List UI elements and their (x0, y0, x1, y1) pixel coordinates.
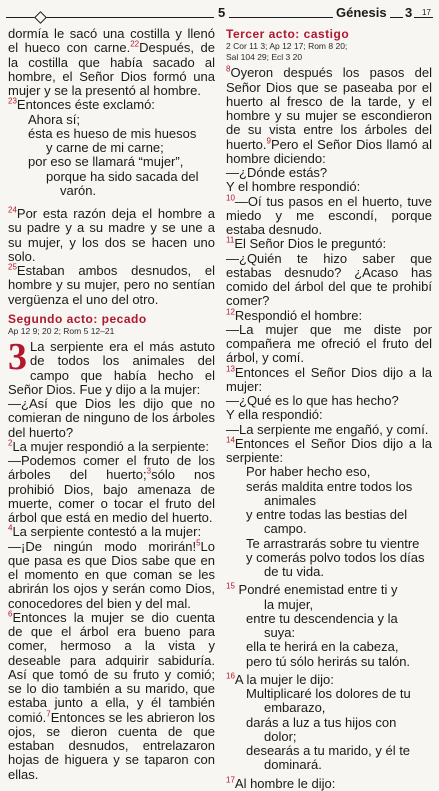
paragraph: $^{12}$Respondió el hombre: (226, 307, 363, 323)
paragraph: —La mujer que me diste por compañera me ofreció el fruto del árbol, y comí. (226, 321, 432, 366)
paragraph: 3 La serpiente era el más astuto de todos los animales del campo que había hecho el Señor Dios. Fue y dijo a la mujer: (8, 336, 215, 397)
poem-line: animales (264, 492, 317, 508)
verse-number: 4 (8, 523, 13, 533)
verse-number: 25 (8, 262, 17, 272)
poem-line: y comerás polvo todos los días (246, 549, 425, 565)
verse-number: 9 (266, 136, 271, 146)
poem-line: dolor; (264, 728, 297, 744)
section-reference: Sal 104 29; Ecl 3 20 (226, 52, 303, 63)
diamond-ornament-icon (34, 11, 47, 24)
book-name: Génesis (333, 5, 390, 20)
paragraph: $^{10}$—Oí tus pasos en el huerto, tuve miedo y me escondí, porque estaba desnudo. (226, 193, 432, 237)
paragraph: $^4$La serpiente contestó a la mujer: (8, 523, 202, 540)
paragraph: $^8$Oyeron después los pasos del Señor Dios que se paseaba por el huerto al fresco de la tarde, y el hombre y su mujer se escondieron de su vista entre los árboles del huerto.$^9$Pero el Señor Dios llamó al hombre diciendo: (226, 64, 432, 166)
poem-line: porque ha sido sacada del (46, 168, 199, 184)
paragraph: —La serpiente me engañó, y comí. (226, 421, 429, 437)
page-number: 5 (214, 5, 229, 20)
poem-line: pero tú sólo herirás su talón. (246, 653, 411, 669)
verse-number: 22 (130, 39, 140, 49)
poem-line: Por haber hecho eso, (246, 464, 371, 480)
paragraph: $^{14}$Entonces el Señor Dios dijo a la serpiente: (226, 435, 432, 465)
paragraph: $^{11}$El Señor Dios le preguntó: (226, 235, 387, 252)
poem-line: y carne de mi carne; (46, 140, 164, 155)
poem-line: serás maldita entre todos los (246, 478, 413, 494)
poem-line: Te arrastrarás sobre tu vientre (246, 535, 420, 551)
right-column (226, 27, 432, 791)
section-title: Segundo acto: pecado (8, 311, 147, 326)
verse-number: 24 (8, 205, 17, 215)
poem-line: campo. (264, 521, 307, 537)
poem-line: la mujer, (264, 596, 314, 612)
poem-line: ésta es hueso de mis huesos (28, 125, 197, 141)
verse-number: 11 (226, 235, 235, 245)
poem-line: varón. (60, 182, 97, 198)
paragraph: dormía le sacó una costilla y llenó el hueco con carne.$^{22}$Después, de la costilla que había sacado al hombre, el Señor Dios formó una mujer y se la presentó al hombre. (8, 26, 215, 98)
paragraph: —Podemos comer el fruto de los árboles del huerto;$^3$sólo nos prohibió Dios, bajo amenaza de muerte, comer o tocar el fruto del árbol que está en medio del huerto. (8, 453, 215, 525)
paragraph: Y el hombre respondió: (226, 179, 361, 195)
verse-number: 16 (226, 671, 235, 681)
paragraph: —¿Así que Dios les dijo que no comieran de ninguno de los árboles del huerto? (8, 396, 215, 440)
verse-number: 17 (226, 775, 235, 785)
poem-line: Multiplicaré los dolores de tu (246, 686, 411, 701)
verse-number: 7 (46, 709, 51, 719)
verse-number: 5 (196, 538, 201, 548)
verse-number: 6 (8, 609, 13, 619)
verse-range: 17 (422, 8, 431, 17)
paragraph: —¿Qué es lo que has hecho? (226, 393, 399, 408)
paragraph: Y ella respondió: (226, 407, 323, 423)
poem-line: entre tu descendencia y la (246, 610, 398, 626)
paragraph: $^{23}$Entonces éste exclamó: (8, 96, 155, 113)
paragraph: $^{13}$Entonces el Señor Dios dijo a la mujer: (226, 364, 432, 394)
poem-line: darás a luz a tus hijos con (246, 714, 397, 730)
verse-number: 13 (226, 364, 235, 374)
poem-line: embarazo, (264, 700, 326, 716)
paragraph: —¿Quién te hizo saber que estabas desnudo? ¿Acaso has comido del árbol del que te prohibí comer? (226, 250, 432, 309)
verse-number: 12 (226, 307, 235, 317)
paragraph: —¡De ningún modo morirán!$^5$Lo que pasa es que Dios sabe que en el momento en que coman se les abrirán los ojos y serán como Dios, conocedores del bien y del mal. (8, 538, 215, 611)
poem-line: y entre todas las bestias del (246, 507, 408, 522)
section-reference: Ap 12 9; 20 2; Rom 5 12–21 (8, 326, 115, 336)
section-reference: 2 Cor 11 3; Ap 12 17; Rom 8 20; (226, 41, 348, 52)
poem-line: dominará. (264, 757, 322, 773)
poem-line: de tu vida. (264, 564, 324, 579)
verse-number: 23 (8, 96, 17, 106)
poem-line: desearás a tu marido, y él te (246, 743, 411, 758)
poem-line: ella te herirá en la cabeza, (246, 639, 399, 655)
chapter-number: 3 (405, 5, 413, 20)
left-column (8, 27, 215, 782)
verse-number: 3 (146, 466, 152, 476)
paragraph: $^{17}$Al hombre le dijo: (226, 775, 336, 791)
poem-line: por eso se llamará “mujer”, (28, 154, 184, 170)
page-header (0, 0, 439, 26)
verse-number: 2 (8, 438, 13, 448)
poem-line: suya: (264, 625, 296, 640)
poem-line: Ahora sí; (28, 111, 81, 127)
verse-number: 8 (226, 64, 231, 74)
paragraph: $^{24}$Por esta razón deja el hombre a su padre y a su madre y se une a su mujer, y los dos se hacen uno solo. (8, 205, 215, 264)
paragraph: $^2$La mujer respondió a la serpiente: (8, 438, 210, 454)
verse-number: 10 (226, 193, 235, 203)
paragraph: —¿Dónde estás? (226, 165, 328, 180)
section-title: Tercer acto: castigo (226, 27, 350, 41)
verse-number: 14 (226, 435, 235, 445)
poem-line: $^{15}$ Pondré enemistad entre ti y (226, 581, 398, 598)
verse-number: 15 (226, 581, 235, 591)
chapter-dropcap: 3 (8, 336, 27, 378)
paragraph: $^{16}$A la mujer le dijo: (226, 671, 334, 687)
paragraph: $^6$Entonces la mujer se dio cuenta de que el árbol era bueno para comer, hermoso a la vista y deseable para adquirir sabiduría. Así que tomó de su fruto y comió; se lo dio también a su marido, que estaba junto a ella, y él también comió.$^7$Entonces se les abrieron los ojos, se dieron cuenta de que estaban desnudos, entrelazaron hojas de higuera y se taparon con ellas. (8, 609, 215, 782)
paragraph: $^{25}$Estaban ambos desnudos, el hombre y su mujer, pero no sentían vergüenza el uno del otro. (8, 262, 215, 307)
